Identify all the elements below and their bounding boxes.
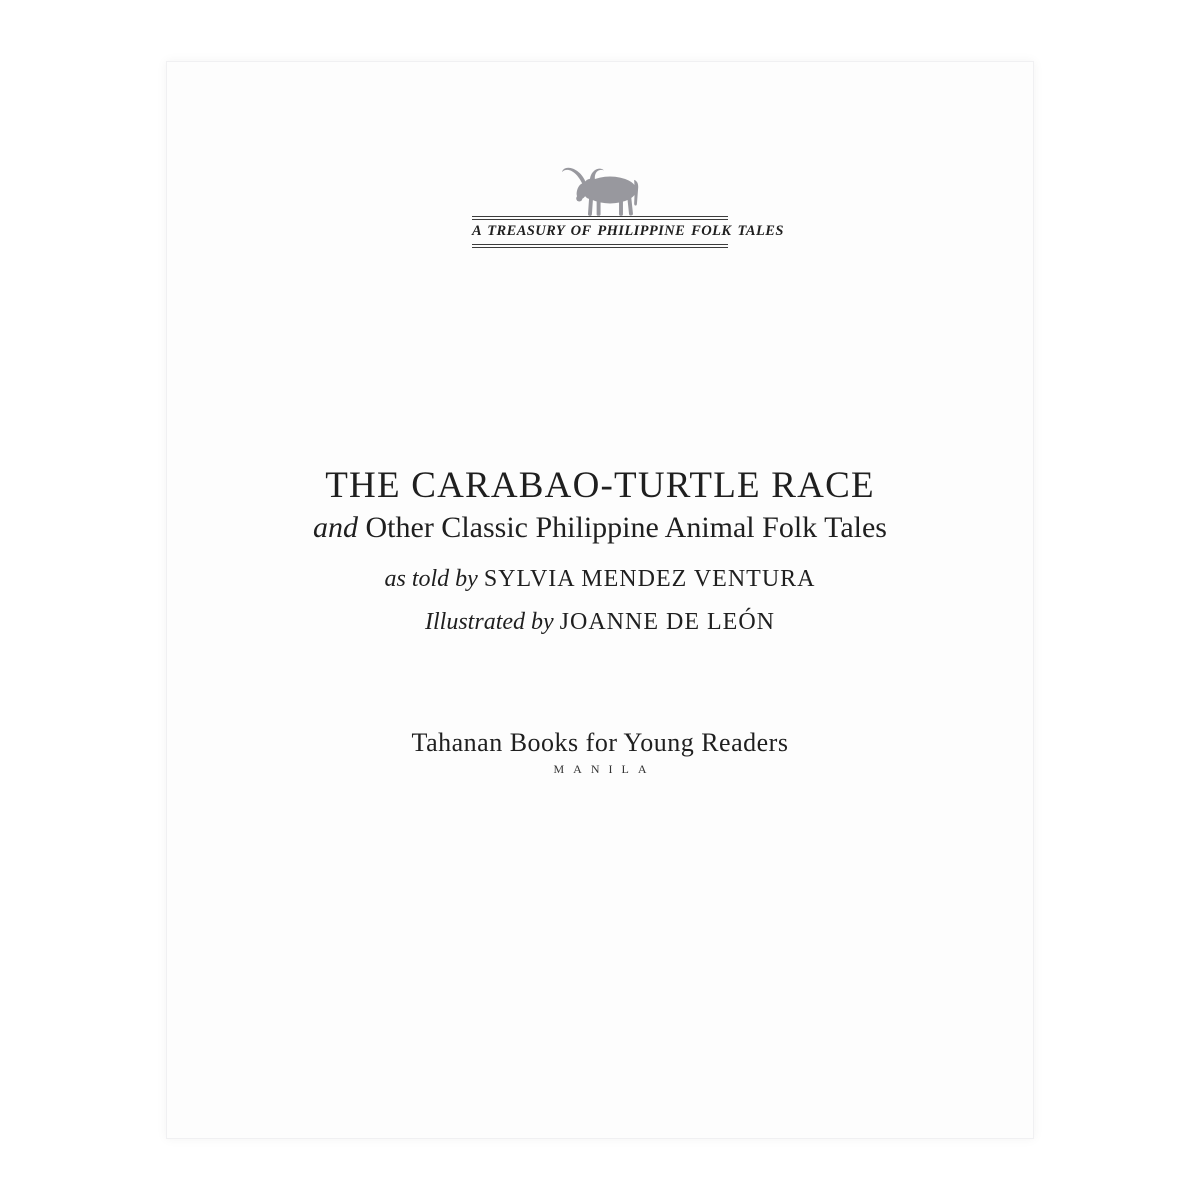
illustrator-name: JOANNE DE LEÓN	[559, 609, 775, 635]
illustrator-byline	[167, 609, 1033, 636]
book-subtitle	[167, 511, 1033, 546]
author-byline-prefix: as told by	[384, 566, 478, 592]
author-byline	[167, 566, 1033, 593]
series-logo	[167, 162, 1033, 248]
illustrator-byline-prefix: Illustrated by	[425, 609, 554, 635]
banner-bottom-rule	[472, 244, 728, 248]
subtitle-and-word: and	[313, 511, 358, 544]
subtitle-text: Other Classic Philippine Animal Folk Tales	[365, 511, 887, 544]
publisher-name: Tahanan Books for Young Readers	[411, 728, 789, 757]
book-title-page	[166, 61, 1034, 1139]
book-title: THE CARABAO-TURTLE RACE	[325, 465, 875, 506]
publisher-imprint	[167, 728, 1033, 777]
carabao-icon	[558, 162, 642, 218]
author-name: SYLVIA MENDEZ VENTURA	[483, 566, 816, 592]
publisher-city: MANILA	[553, 762, 656, 776]
series-banner-text: A TREASURY OF PHILIPPINE FOLK TALES	[472, 223, 784, 239]
series-banner	[472, 216, 784, 248]
